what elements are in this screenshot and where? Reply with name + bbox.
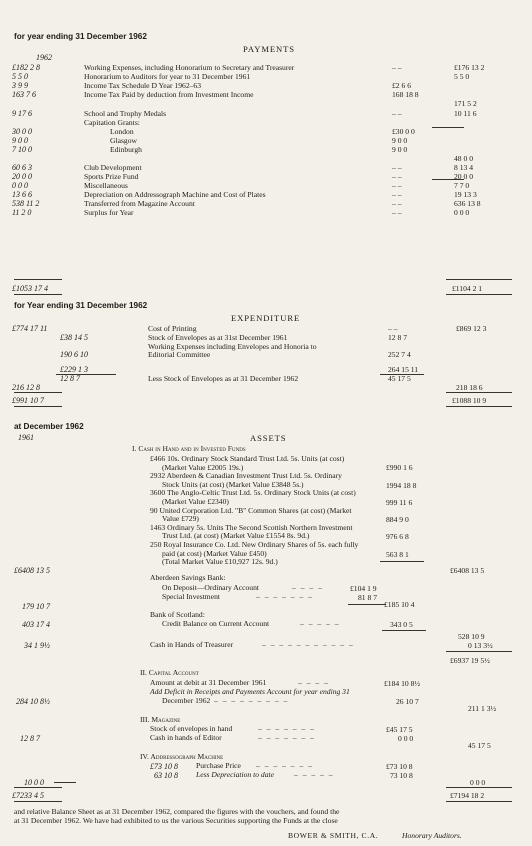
payments-row-label: Working Expenses, including Honorarium to Secretary and Treasurer xyxy=(84,63,295,72)
investment-line: Value £729) xyxy=(162,514,199,524)
grand-total: £7194 18 2 xyxy=(450,791,485,800)
payments-row-prev: 5 5 0 xyxy=(12,72,28,81)
add-line-1a: £73 10 8 xyxy=(150,762,178,771)
investment-line: Trust Ltd. (at cost) (Market Value £1554 8s. 9d.) xyxy=(162,531,310,541)
payments-row-label: School and Trophy Medals xyxy=(84,109,167,118)
expenditure-row-prev: 216 12 8 xyxy=(12,383,40,392)
mag-prev: 12 8 7 xyxy=(20,734,40,743)
expenditure-row-amount: – – xyxy=(388,324,398,333)
payments-row-amount: – – xyxy=(392,208,402,217)
expenditure-row-total: 218 18 6 xyxy=(456,383,483,392)
leader-dots: – – – – xyxy=(292,583,324,592)
cap-value-1: £184 10 8½ xyxy=(384,679,421,688)
assets-section-3: III. Magazine xyxy=(140,715,181,724)
rule xyxy=(446,801,512,802)
expenditure-row-sub: £38 14 5 xyxy=(60,333,88,342)
payments-section-heading: for year ending 31 December 1962 xyxy=(14,32,147,41)
payments-row-total: 636 13 8 xyxy=(454,199,481,208)
expenditure-row-sub: 190 6 10 xyxy=(60,350,88,359)
investment-value: 563 8 1 xyxy=(386,550,409,559)
payments-row-total: 10 11 6 xyxy=(454,109,477,118)
investment-line: (Market Value £2005 19s.) xyxy=(162,462,244,472)
rule xyxy=(380,561,424,562)
payments-row-label: Honorarium to Auditors for year to 31 December 1961 xyxy=(84,72,251,81)
mag-value-2: 0 0 0 xyxy=(398,734,414,743)
payments-row-amount: – – xyxy=(392,163,402,172)
payments-row-label: Club Development xyxy=(84,163,142,172)
investment-line: 3600 The Anglo-Celtic Trust Ltd. 5s. Ordinary Stock Units (at cost) xyxy=(150,488,356,498)
rule xyxy=(14,787,62,788)
cap-line-1: Amount at debit at 31 December 1961 xyxy=(150,678,267,687)
bank-total: 528 10 9 xyxy=(458,632,485,641)
investment-value: 976 6 8 xyxy=(386,532,409,541)
payments-row-label: Income Tax Schedule D Year 1962–63 xyxy=(84,81,202,90)
cap-line-2: Add Deficit in Receipts and Payments Account for year ending 31 xyxy=(150,687,350,696)
investment-value: 999 11 6 xyxy=(386,498,413,507)
mag-total: 45 17 5 xyxy=(468,741,491,750)
sub-total: £6937 19 5½ xyxy=(450,656,490,665)
payments-row-amount: 9 0 0 xyxy=(392,145,408,154)
rule xyxy=(446,294,512,295)
payments-title: PAYMENTS xyxy=(243,44,295,54)
investment-line: (Market Value £2340) xyxy=(162,497,229,506)
expenditure-row-label: Editorial Committee xyxy=(148,350,211,359)
expenditure-row-label: Stock of Envelopes as at 31st December 1961 xyxy=(148,333,288,342)
investment-value: 1994 18 8 xyxy=(386,481,417,490)
assets-section-1: I. Cash in Hand and in Invested Funds xyxy=(132,444,246,453)
payments-row-amount: £30 0 0 xyxy=(392,127,415,136)
payments-row-label: London xyxy=(110,127,134,136)
footer-line-2: at 31 December 1962. We have had exhibited to us the various Securities supporting the Funds at the close xyxy=(14,816,338,825)
payments-total: £1104 2 1 xyxy=(452,284,483,293)
current-prev: 403 17 4 xyxy=(22,620,50,629)
payments-row-prev: 3 9 9 xyxy=(12,81,28,90)
rule xyxy=(432,127,464,128)
add-value-2: 73 10 8 xyxy=(390,771,413,780)
mag-value-1: £45 17 5 xyxy=(386,725,413,734)
auditor-signature: BOWER & SMITH, C.A. xyxy=(288,831,379,840)
investment-value: £990 1 6 xyxy=(386,463,413,472)
leader-dots: – – – – – – – xyxy=(256,761,314,770)
leader-dots: – – – – – – – xyxy=(258,733,316,742)
grand-prev: £7233 4 5 xyxy=(12,791,44,800)
rule xyxy=(14,279,62,280)
leader-dots: – – – – – – – – – xyxy=(214,696,289,705)
investment-value: 884 9 0 xyxy=(386,515,409,524)
treasurer-label: Cash in Hands of Treasurer xyxy=(150,640,234,649)
payments-row-amount: – – xyxy=(392,172,402,181)
payments-total-prev: £1053 17 4 xyxy=(12,284,48,293)
expenditure-row-label: Cost of Printing xyxy=(148,324,197,333)
assets-year-label: 1961 xyxy=(18,433,34,442)
investments-prev: £6408 13 5 xyxy=(14,566,50,575)
payments-row-total: 20 0 0 xyxy=(454,172,473,181)
payments-row-prev: 60 6 3 xyxy=(12,163,32,172)
rule xyxy=(446,651,512,652)
cap-total: 211 1 3½ xyxy=(468,704,497,713)
leader-dots: – – – – – xyxy=(294,770,335,779)
treasurer-value: 0 13 3½ xyxy=(468,641,493,650)
assets-section-4: IV. Addressograph Machine xyxy=(140,752,224,761)
payments-row-label: Depreciation on Addressograph Machine and Cost of Plates xyxy=(84,190,266,199)
rule xyxy=(54,782,76,783)
deposit-value: £104 1 9 xyxy=(350,584,377,593)
add-prev: 10 0 0 xyxy=(24,778,44,787)
leader-dots: – – – – xyxy=(298,678,330,687)
payments-row-total: £176 13 2 xyxy=(454,63,485,72)
rule xyxy=(14,294,62,295)
investment-line: Stock Units (at cost) (Market Value £3848 5s.) xyxy=(162,479,304,489)
expenditure-row-label: Less Stock of Envelopes as at 31 December 1962 xyxy=(148,374,299,383)
bank-prev: 179 10 7 xyxy=(22,602,50,611)
add-value-1: £73 10 8 xyxy=(386,762,413,771)
payments-row-label: Transferred from Magazine Account xyxy=(84,199,195,208)
investment-line: 2932 Aberdeen & Canadian Investment Trust Ltd. 5s. Ordinary xyxy=(150,471,342,481)
payments-row-prev: 163 7 6 xyxy=(12,90,36,99)
expenditure-row-amount: 45 17 5 xyxy=(388,374,411,383)
cap-value-3: 26 10 7 xyxy=(396,697,419,706)
investment-line: (Total Market Value £10,927 12s. 9d.) xyxy=(162,557,278,567)
assets-section-heading: at December 1962 xyxy=(14,422,84,431)
special-label: Special Investment xyxy=(162,592,220,601)
rule xyxy=(380,374,424,375)
footer-line-1: and relative Balance Sheet as at 31 December 1962, compared the figures with the vouchers, and found the xyxy=(14,807,340,816)
rule xyxy=(382,630,426,631)
leader-dots: – – – – – – – xyxy=(258,724,316,733)
payments-row-amount: – – xyxy=(392,199,402,208)
payments-row-label: Miscellaneous xyxy=(84,181,128,190)
expenditure-row-amount: 264 15 11 xyxy=(388,365,419,374)
bank-sum: £185 10 4 xyxy=(384,600,415,609)
add-total: 0 0 0 xyxy=(470,778,486,787)
rule xyxy=(446,787,512,788)
payments-row-amount: – – xyxy=(392,190,402,199)
rule xyxy=(14,392,62,393)
expenditure-row-amount: 12 8 7 xyxy=(388,333,407,342)
expenditure-row-prev: £774 17 11 xyxy=(12,324,48,333)
rule xyxy=(14,801,62,802)
payments-row-total: 0 0 0 xyxy=(454,208,470,217)
assets-title: ASSETS xyxy=(250,433,287,443)
assets-section-2: II. Capital Account xyxy=(140,668,199,677)
payments-row-total: 7 7 0 xyxy=(454,181,470,190)
rule xyxy=(348,604,386,605)
payments-row-prev: £182 2 8 xyxy=(12,63,40,72)
investment-line: paid (at cost) (Market Value £450) xyxy=(162,548,267,558)
auditor-role: Honorary Auditors. xyxy=(402,831,462,840)
expenditure-title: EXPENDITURE xyxy=(231,313,301,323)
payments-row-prev: 11 2 0 xyxy=(12,208,32,217)
payments-row-total: 5 5 0 xyxy=(454,72,470,81)
payments-row-prev: 0 0 0 xyxy=(12,181,28,190)
payments-row-amount: £2 6 6 xyxy=(392,81,411,90)
payments-row-label: Glasgow xyxy=(110,136,137,145)
rule xyxy=(432,179,464,180)
payments-row-total: 19 13 3 xyxy=(454,190,477,199)
current-label: Credit Balance on Current Account xyxy=(162,619,270,628)
payments-row-prev: 7 10 0 xyxy=(12,145,32,154)
rule xyxy=(56,374,116,375)
payments-row-prev: 20 0 0 xyxy=(12,172,32,181)
expenditure-row-total: £869 12 3 xyxy=(456,324,487,333)
cap-prev: 284 10 8½ xyxy=(16,697,50,706)
payments-row-amount: 168 18 8 xyxy=(392,90,419,99)
leader-dots: – – – – – xyxy=(300,619,341,628)
payments-row-total: 8 13 4 xyxy=(454,163,473,172)
payments-row-prev: 538 11 2 xyxy=(12,199,40,208)
payments-row-prev: 9 0 0 xyxy=(12,136,28,145)
payments-row-label: Income Tax Paid by deduction from Investment Income xyxy=(84,90,254,99)
payments-row-amount: – – xyxy=(392,109,402,118)
payments-row-total: 171 5 2 xyxy=(454,99,477,108)
deposit-label: On Deposit—Ordinary Account xyxy=(162,583,260,592)
add-line-2a: 63 10 8 xyxy=(154,771,178,780)
investment-line: 250 Royal Insurance Co. Ltd. New Ordinary Shares of 5s. each fully xyxy=(150,540,359,549)
rule xyxy=(14,406,62,407)
rule xyxy=(446,392,512,393)
add-line-2: Less Depreciation to date xyxy=(196,770,274,779)
payments-row-prev: 30 0 0 xyxy=(12,127,32,136)
expenditure-row-sub: 12 8 7 xyxy=(60,374,80,383)
mag-line-1: Stock of envelopes in hand xyxy=(150,724,233,733)
aberdeen-bank-label: Aberdeen Savings Bank: xyxy=(150,573,226,582)
expenditure-row-sub: £229 1 3 xyxy=(60,365,88,374)
investment-line: 90 United Corporation Ltd. "B" Common Shares (at cost) (Market xyxy=(150,505,352,515)
rule xyxy=(446,406,512,407)
expenditure-row-amount: 252 7 4 xyxy=(388,350,411,359)
investments-total: £6408 13 5 xyxy=(450,566,485,575)
current-value: 343 0 5 xyxy=(390,620,413,629)
payments-row-prev: 9 17 6 xyxy=(12,109,32,118)
special-value: 81 8 7 xyxy=(358,593,377,602)
leader-dots: – – – – – – – – – – – xyxy=(262,640,355,649)
cap-line-3: December 1962 xyxy=(162,696,211,705)
treasurer-prev: 34 1 9½ xyxy=(24,641,50,650)
investment-line: 1463 Ordinary 5s. Units The Second Scottish Northern Investment xyxy=(150,522,353,532)
payments-row-label: Edinburgh xyxy=(110,145,142,154)
payments-row-amount: – – xyxy=(392,181,402,190)
payments-row-total: 48 0 0 xyxy=(454,154,473,163)
payments-row-amount: – – xyxy=(392,63,402,72)
payments-row-label: Surplus for Year xyxy=(84,208,134,217)
payments-row-amount: 9 0 0 xyxy=(392,136,408,145)
expenditure-row-label: Working Expenses including Envelopes and Honoria to xyxy=(148,342,317,351)
payments-row-label: Sports Prize Fund xyxy=(84,172,139,181)
payments-row-prev: 13 6 6 xyxy=(12,190,32,199)
payments-year-label: 1962 xyxy=(36,53,52,62)
scotland-label: Bank of Scotland: xyxy=(150,610,205,619)
payments-row-label: Capitation Grants: xyxy=(84,118,140,127)
add-line-1: Purchase Price xyxy=(196,761,241,770)
leader-dots: – – – – – – – xyxy=(256,592,314,601)
mag-line-2: Cash in hands of Editor xyxy=(150,733,222,742)
expenditure-total: £1088 10 9 xyxy=(452,396,487,405)
expenditure-section-heading: for Year ending 31 December 1962 xyxy=(14,301,148,310)
rule xyxy=(446,279,512,280)
investment-line: £466 10s. Ordinary Stock Standard Trust Ltd. 5s. Units (at cost) xyxy=(150,454,345,463)
expenditure-total-prev: £991 10 7 xyxy=(12,396,44,405)
